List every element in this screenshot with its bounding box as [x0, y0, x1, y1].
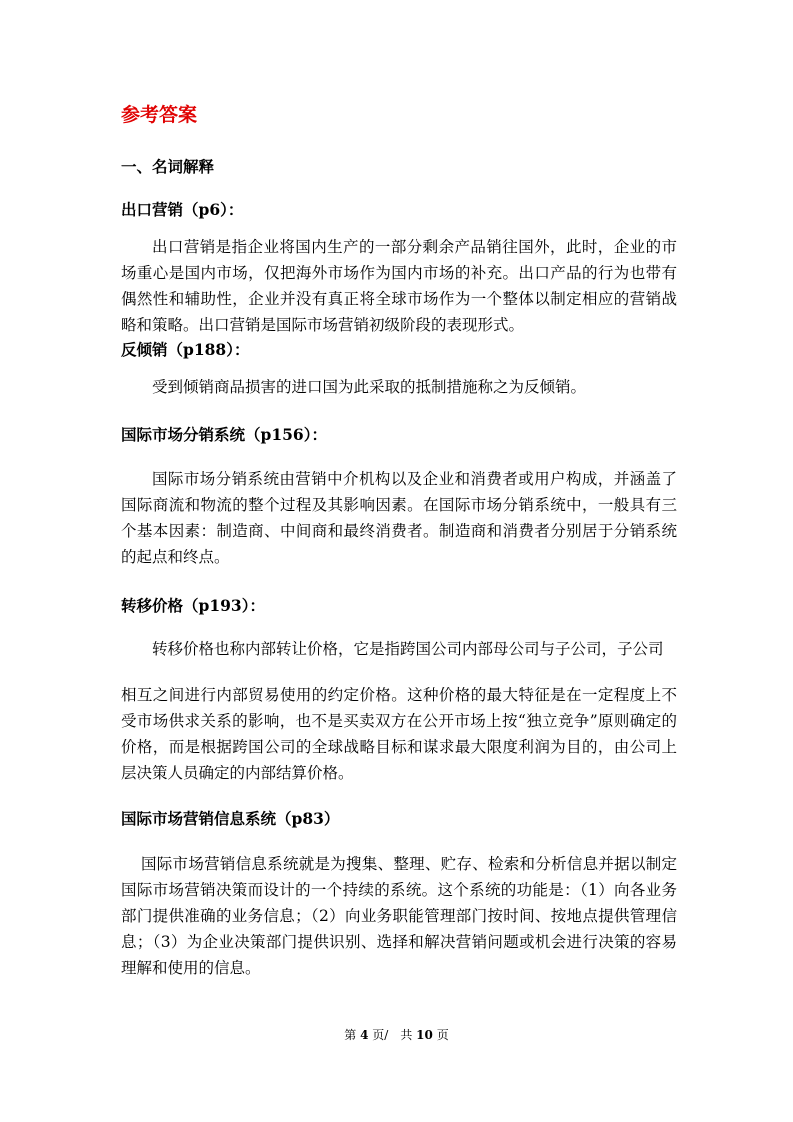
term-heading-anti-dumping: 反倾销（p188）： [121, 340, 250, 359]
term-heading-info-system: 国际市场营销信息系统（p83） [121, 809, 340, 828]
term-paragraph-transfer-price-rest: 相互之间进行内部贸易使用的约定价格。这种价格的最大特征是在一定程度上不受市场供求关系的影响，也不是买卖双方在公开市场上按“独立竞争”原则确定的价格，而是根据跨国公司的全球战略目标和谋求最大限度利润为目的，由公司上层决策人员确定的内部结算价格。 [121, 686, 677, 782]
footer-middle: 页/ 共 [372, 1028, 413, 1042]
term-heading-transfer-price: 转移价格（p193）： [121, 596, 265, 615]
term-paragraph-distribution-system: 国际市场分销系统由营销中介机构以及企业和消费者或用户构成，并涵盖了国际商流和物流的整个过程及其影响因素。在国际市场分销系统中，一般具有三个基本因素：制造商、中间商和最终消费者。制造商和消费者分别居于分销系统的起点和终点。 [121, 470, 677, 566]
footer-current-page: 4 [360, 1028, 369, 1042]
footer-prefix: 第 [344, 1028, 357, 1042]
term-paragraph-export-marketing: 出口营销是指企业将国内生产的一部分剩余产品销往国外，此时，企业的市场重心是国内市场，仅把海外市场作为国内市场的补充。出口产品的行为也带有偶然性和辅助性，企业并没有真正将全球市场作为一个整体以制定相应的营销战略和策略。出口营销是国际市场营销初级阶段的表现形式。 [121, 238, 677, 334]
term-paragraph-transfer-price-first-line: 转移价格也称内部转让价格，它是指跨国公司内部母公司与子公司，子公司 [152, 640, 664, 658]
term-heading-export-marketing: 出口营销（p6）： [121, 200, 244, 219]
section-heading: 一、名词解释 [121, 157, 215, 176]
document-title: 参考答案 [121, 104, 198, 126]
term-paragraph-anti-dumping: 受到倾销商品损害的进口国为此采取的抵制措施称之为反倾销。 [152, 378, 587, 396]
footer-total-pages: 10 [416, 1028, 433, 1042]
page-footer [0, 1026, 793, 1044]
term-paragraph-info-system: 国际市场营销信息系统就是为搜集、整理、贮存、检索和分析信息并据以制定国际市场营销决策而设计的一个持续的系统。这个系统的功能是：（1）向各业务部门提供准确的业务信息；（2）向业务职能管理部门按时间、按地点提供管理信息；（3）为企业决策部门提供识别、选择和解决营销问题或机会进行决策的容易理解和使用的信息。 [121, 855, 677, 977]
footer-suffix: 页 [436, 1028, 449, 1042]
term-heading-distribution-system: 国际市场分销系统（p156）： [121, 425, 327, 444]
